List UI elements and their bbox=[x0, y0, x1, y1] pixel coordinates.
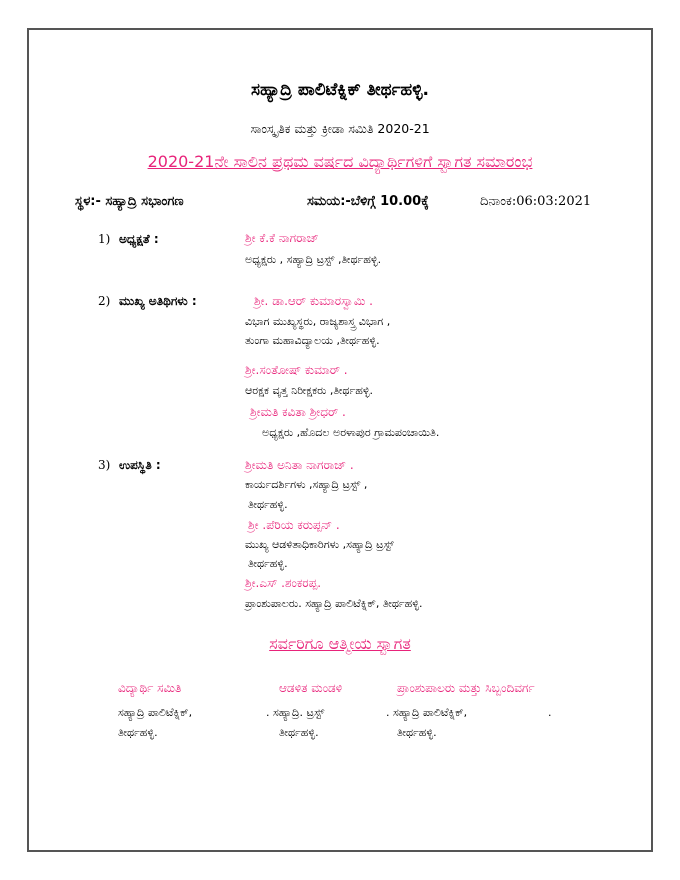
guest-1-line-2: ತುಂಗಾ ಮಹಾವಿದ್ಯಾಲಯ ,ತೀರ್ಥಹಳ್ಳಿ. bbox=[245, 334, 380, 347]
venue: ಸ್ಥಳ:- ಸಹ್ಯಾದ್ರಿ ಸಭಾಂಗಣ bbox=[75, 194, 184, 209]
guest-2-line-1: ಆರಕ್ಷಕ ವೃತ್ತ ನಿರೀಕ್ಷಕರು ,ತೀರ್ಥಹಳ್ಳಿ. bbox=[245, 384, 374, 397]
presence-1-line-1: ಕಾರ್ಯದರ್ಶಿಗಳು ,ಸಹ್ಯಾದ್ರಿ ಟ್ರಸ್ಟ್ , bbox=[245, 478, 368, 491]
guest-3-line-1: ಅಧ್ಯಕ್ಷರು ,ಹೊದಲ ಅರಳಾಪುರ ಗ್ರಾಮಪಂಚಾಯಿತಿ. bbox=[262, 426, 440, 439]
event-title: 2020-21ನೇ ಸಾಲಿನ ಪ್ರಥಮ ವರ್ಷದ ವಿದ್ಯಾರ್ಥಿಗಳಿಗೆ ಸ್ವಾಗತ ಸಮಾರಂಭ bbox=[147, 152, 533, 171]
section-2-label: ಮುಖ್ಯ ಅತಿಥಿಗಳು : bbox=[119, 294, 197, 308]
welcome-message: ಸರ್ವರಿಗೂ ಆತ್ಮೀಯ ಸ್ವಾಗತ bbox=[269, 634, 411, 653]
college-title: ಸಹ್ಯಾದ್ರಿ ಪಾಲಿಟೆಕ್ನಿಕ್ ತೀರ್ಥಹಳ್ಳಿ. bbox=[251, 80, 429, 100]
presence-3-line-1: ಪ್ರಾಂಶುಪಾಲರು. ಸಹ್ಯಾದ್ರಿ ಪಾಲಿಟೆಕ್ನಿಕ್, ತೀರ್ಥಹಳ್ಳಿ. bbox=[245, 597, 423, 610]
footer-col-1-line-1: ಸಹ್ಯಾದ್ರಿ ಪಾಲಿಟೆಕ್ನಿಕ್, bbox=[118, 706, 193, 719]
committee-subtitle: ಸಾಂಸ್ಕೃತಿಕ ಮತ್ತು ಕ್ರೀಡಾ ಸಮಿತಿ 2020-21 bbox=[250, 121, 430, 136]
section-1-number: 1) bbox=[98, 232, 111, 246]
footer-col-1-heading: ವಿದ್ಯಾರ್ಥಿ ಸಮಿತಿ bbox=[118, 681, 182, 695]
presence-1-name: ಶ್ರೀಮತಿ ಅನಿತಾ ನಾಗರಾಜ್ . bbox=[245, 458, 354, 472]
presence-3-name: ಶ್ರೀ.ಎಸ್ .ಶಂಕರಪ್ಪ. bbox=[245, 576, 322, 590]
presence-2-line-1: ಮುಖ್ಯ ಆಡಳಿತಾಧಿಕಾರಿಗಳು ,ಸಹ್ಯಾದ್ರಿ ಟ್ರಸ್ಟ್ bbox=[245, 538, 394, 551]
guest-2-name: ಶ್ರೀ.ಸಂತೋಷ್ ಕುಮಾರ್ . bbox=[245, 363, 348, 377]
section-3-number: 3) bbox=[98, 458, 111, 472]
date: ದಿನಾಂಕ:06:03:2021 bbox=[480, 194, 592, 209]
footer-col-3-line-2: ತೀರ್ಥಹಳ್ಳಿ. bbox=[397, 726, 437, 739]
footer-col-2-heading: ಆಡಳಿತ ಮಂಡಳಿ bbox=[279, 681, 343, 695]
president-name: ಶ್ರೀ ಕೆ.ಕೆ ನಾಗರಾಜ್ bbox=[245, 231, 319, 245]
section-3-label: ಉಪಸ್ಥಿತಿ : bbox=[119, 458, 161, 472]
guest-3-name: ಶ್ರೀಮತಿ ಕವಿತಾ ಶ್ರೀಧರ್ . bbox=[250, 405, 346, 419]
footer-col-2-line-2: ತೀರ್ಥಹಳ್ಳಿ. bbox=[279, 726, 319, 739]
section-1-label: ಅಧ್ಯಕ್ಷತೆ : bbox=[119, 232, 159, 246]
footer-col-3-line-1: . ಸಹ್ಯಾದ್ರಿ ಪಾಲಿಟೆಕ್ನಿಕ್, bbox=[386, 706, 468, 719]
footer-col-1-line-2: ತೀರ್ಥಹಳ್ಳಿ. bbox=[118, 726, 158, 739]
presence-2-line-2: ತೀರ್ಥಹಳ್ಳಿ. bbox=[248, 557, 288, 570]
section-2-number: 2) bbox=[98, 294, 111, 308]
guest-1-name: ಶ್ರೀ. ಡಾ.ಆರ್ ಕುಮಾರಸ್ವಾಮಿ . bbox=[254, 294, 373, 308]
footer-col-3-trailing-dot: . bbox=[548, 706, 552, 719]
guest-1-line-1: ವಿಭಾಗ ಮುಖ್ಯಸ್ಥರು, ರಾಜ್ಯಶಾಸ್ತ್ರ ವಿಭಾಗ , bbox=[245, 315, 391, 328]
president-designation: ಅಧ್ಯಕ್ಷರು , ಸಹ್ಯಾದ್ರಿ ಟ್ರಸ್ಟ್ ,ತೀರ್ಥಹಳ್ಳಿ. bbox=[245, 253, 382, 266]
time: ಸಮಯ:-ಬೆಳಿಗ್ಗೆ 10.00ಕ್ಕೆ bbox=[307, 194, 429, 209]
footer-col-3-heading: ಪ್ರಾಂಶುಪಾಲರು ಮತ್ತು ಸಿಬ್ಬಂದಿವರ್ಗ bbox=[397, 681, 535, 695]
footer-col-2-line-1: . ಸಹ್ಯಾದ್ರಿ. ಟ್ರಸ್ಟ್ bbox=[266, 706, 325, 719]
presence-1-line-2: ತೀರ್ಥಹಳ್ಳಿ. bbox=[248, 498, 288, 511]
presence-2-name: ಶ್ರೀ .ಪೆರಿಯ ಕರುಪ್ಪನ್ . bbox=[248, 518, 340, 532]
